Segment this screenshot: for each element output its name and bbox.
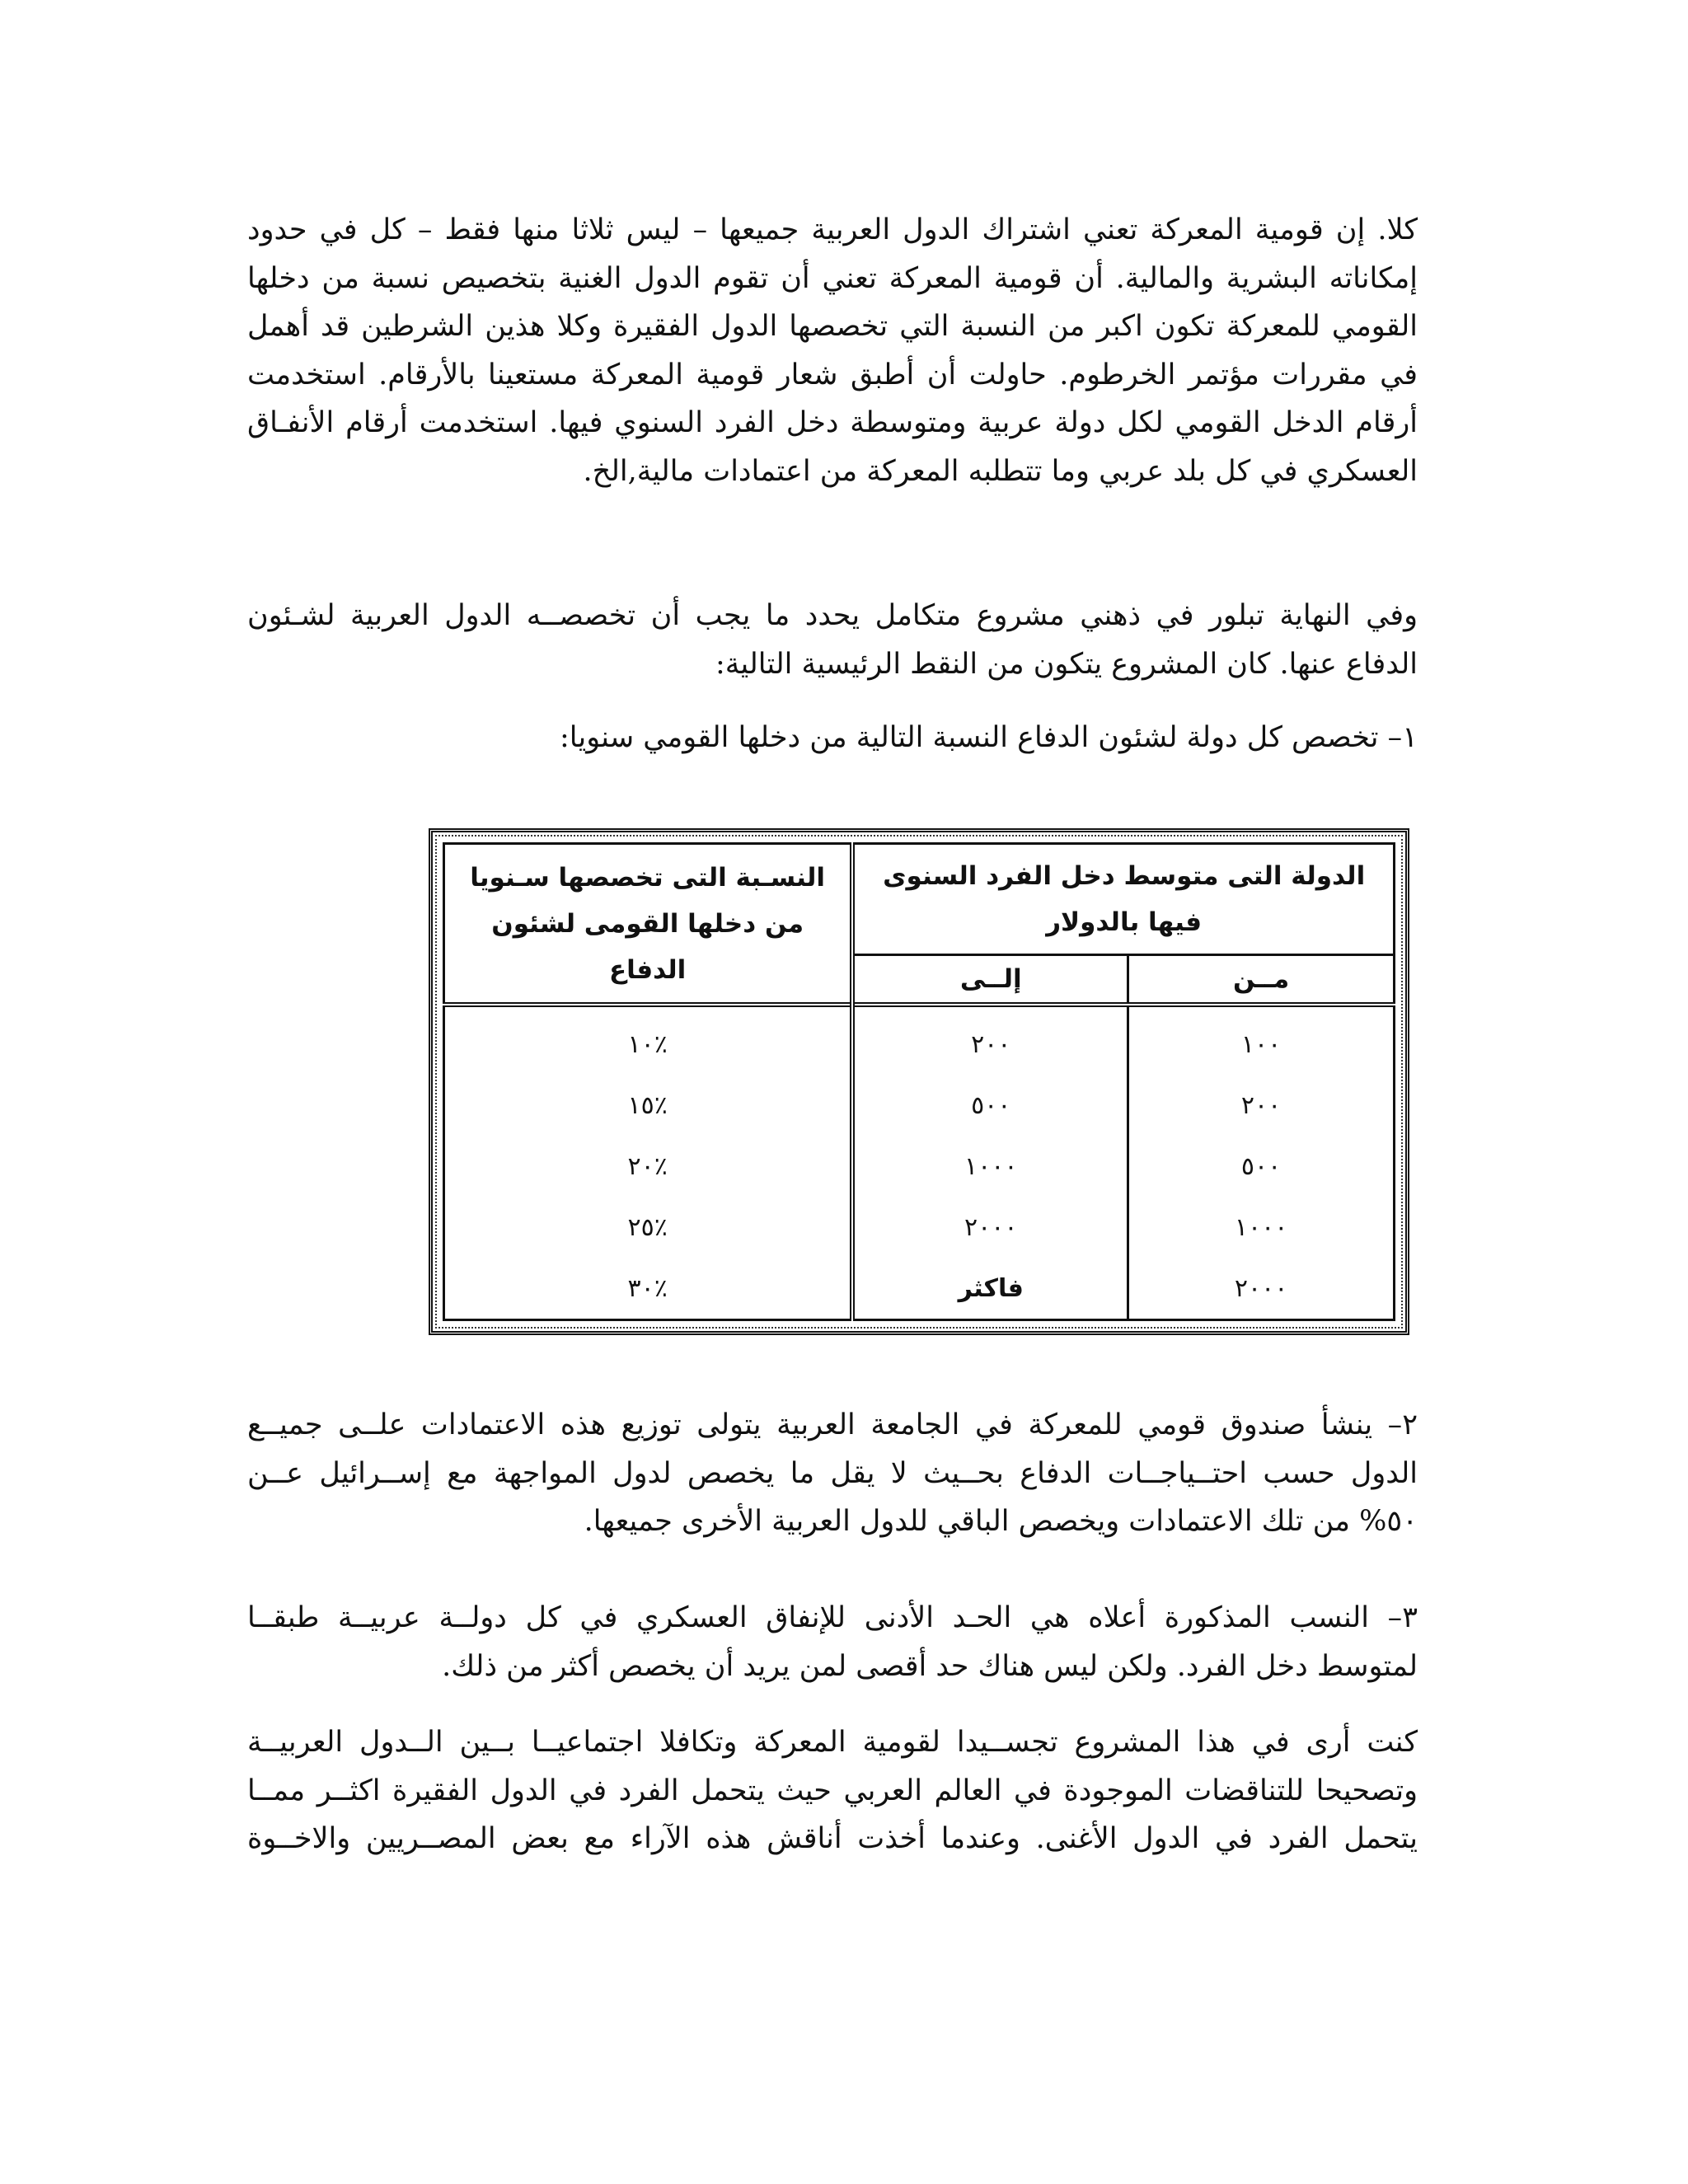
from-cell: ١٠٠٠ <box>1128 1197 1395 1258</box>
from-cell: ٢٠٠٠ <box>1128 1258 1395 1319</box>
text-line: الدول حسب احتــياجــات الدفاع بحــيث لا يقل ما يخصص لدول المواجهة مع إســرائيل عــن <box>247 1456 1418 1490</box>
ratio-cell: ٪١٠ <box>444 1005 853 1076</box>
ratio-cell: ٪٢٠ <box>444 1137 853 1197</box>
from-column-header: مــن <box>1128 955 1395 1005</box>
text-line: العسكري في كل بلد عربي وما تتطلبه المعركة من اعتمادات مالية,الخ. <box>583 454 1418 488</box>
text-line: القومي للمعركة تكون اكبر من النسبة التي تخصصها الدول الفقيرة وكلا هذين الشرطين قد أهمل <box>247 310 1418 343</box>
ratio-column-header: النسـبة التى تخصصها سـنويا من دخلها القومى لشئون الدفاع <box>444 844 853 1005</box>
income-column-header: الدولة التى متوسط دخل الفرد السنوى فيها بالدولار <box>852 844 1394 955</box>
to-cell: فاكثر <box>852 1258 1128 1319</box>
defense-allocation-table <box>429 828 1409 1335</box>
to-cell: ٢٠٠ <box>852 1005 1128 1076</box>
text-line: الدفاع عنها. كان المشروع يتكون من النقط الرئيسية التالية: <box>715 647 1418 681</box>
table-row <box>444 1258 1395 1319</box>
from-cell: ٥٠٠ <box>1128 1137 1395 1197</box>
from-cell: ٢٠٠ <box>1128 1076 1395 1137</box>
text-line: وتصحيحا للتناقضات الموجودة في العالم العربي حيث يتحمل الفرد في الدول الفقيرة اكثــر ممــا <box>247 1774 1418 1807</box>
text-line: في مقررات مؤتمر الخرطوم. حاولت أن أطبق شعار قومية المعركة مستعينا بالأرقام. استخدمت <box>247 358 1418 391</box>
ratio-cell: ٪١٥ <box>444 1076 853 1137</box>
text-line: كنت أرى في هذا المشروع تجســيدا لقومية المعركة وتكافلا اجتماعيــا بــين الــدول العربيــة <box>247 1726 1418 1759</box>
text-line: ٢– ينشأ صندوق قومي للمعركة في الجامعة العربية يتولى توزيع هذه الاعتمادات علــى جميــع <box>247 1408 1418 1441</box>
text-line: يتحمل الفرد في الدول الأغنى. وعندما أخذت أناقش هذه الآراء مع بعض المصــريين والاخــوة <box>247 1822 1418 1855</box>
to-cell: ٥٠٠ <box>852 1076 1128 1137</box>
to-cell: ١٠٠٠ <box>852 1137 1128 1197</box>
text-line: كلا. إن قومية المعركة تعني اشتراك الدول العربية جميعها – ليس ثلاثا منها فقط – كل في حدود <box>247 213 1418 246</box>
paragraph-point-3 <box>247 1594 1418 1690</box>
to-column-header: إلــى <box>852 955 1128 1005</box>
paragraph-point-1 <box>247 714 1418 762</box>
table-row <box>444 1076 1395 1137</box>
text-line: ١– تخصص كل دولة لشئون الدفاع النسبة التالية من دخلها القومي سنويا: <box>560 721 1418 754</box>
text-line: إمكاناته البشرية والمالية. أن قومية المعركة تعني أن تقوم الدول الغنية بتخصيص نسبة من دخلها <box>247 261 1418 295</box>
ratio-cell: ٪٣٠ <box>444 1258 853 1319</box>
text-line: وفي النهاية تبلور في ذهني مشروع متكامل يحدد ما يجب أن تخصصــه الدول العربية لشـئون <box>247 599 1418 632</box>
paragraph-qawmiya <box>247 206 1418 495</box>
text-line: لمتوسط دخل الفرد. ولكن ليس هناك حد أقصى لمن يريد أن يخصص أكثر من ذلك. <box>442 1649 1418 1683</box>
paragraph-conclusion <box>247 1718 1418 1863</box>
paragraph-project-intro <box>247 592 1418 688</box>
text-line: ٥٠% من تلك الاعتمادات ويخصص الباقي للدول العربية الأخرى جميعها. <box>584 1505 1418 1538</box>
table-row <box>444 1137 1395 1197</box>
defense-table-grid <box>443 842 1395 1321</box>
from-cell: ١٠٠ <box>1128 1005 1395 1076</box>
table-row <box>444 1005 1395 1076</box>
to-cell: ٢٠٠٠ <box>852 1197 1128 1258</box>
text-line: أرقام الدخل القومي لكل دولة عربية ومتوسطة دخل الفرد السنوي فيها. استخدمت أرقام الأنفـاق <box>247 406 1418 439</box>
ratio-cell: ٪٢٥ <box>444 1197 853 1258</box>
paragraph-point-2 <box>247 1401 1418 1546</box>
table-row <box>444 1197 1395 1258</box>
text-line: ٣– النسب المذكورة أعلاه هي الحـد الأدنى للإنفاق العسكري في كل دولــة عربيــة طبقــا <box>247 1601 1418 1634</box>
